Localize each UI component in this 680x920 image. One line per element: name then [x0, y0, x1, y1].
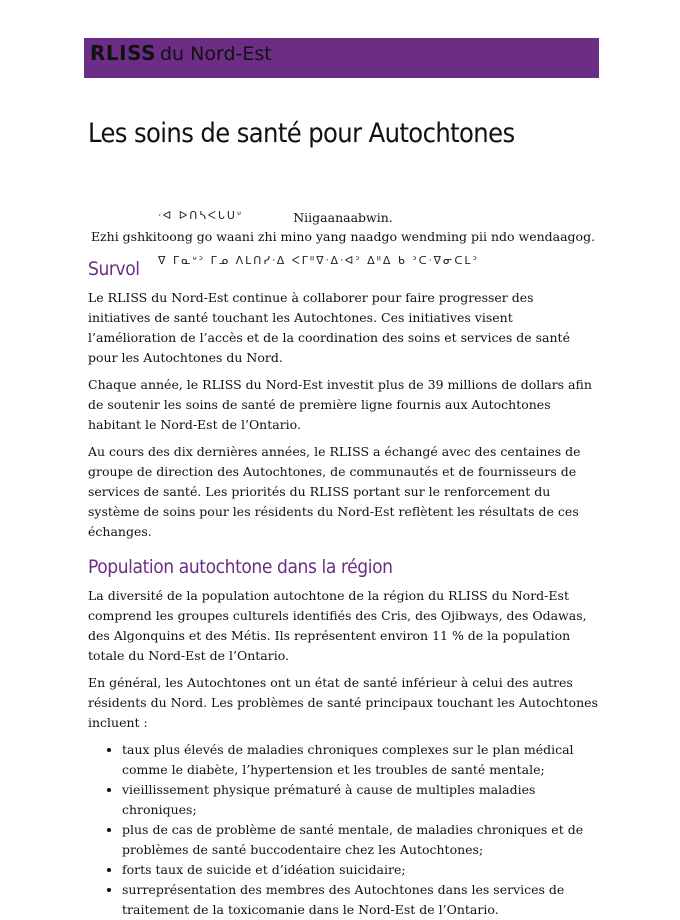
paragraph: Chaque année, le RLISS du Nord-Est investit plus de 39 millions de dollars afin de soutenir les soins de santé de première ligne fournis aux Autochtones habitant le Nord-Est de l’Ontario.: [88, 377, 592, 432]
paragraph: La diversité de la population autochtone de la région du RLISS du Nord-Est comprend les groupes culturels identifiés des Cris, des Ojibways, des Odawas, des Algonquins et des Métis. Ils représentent environ 11 % de la population totale du Nord-Est de l’Ontario.: [88, 588, 587, 663]
section-heading-overview: Survol: [88, 258, 140, 280]
region-name: du Nord-Est: [160, 43, 272, 65]
ojibwe-line-2: Ezhi gshkitoong go waani zhi mino yang naadgo wendming pii ndo wendaagog.: [90, 229, 596, 244]
section-heading-population: Population autochtone dans la région: [88, 556, 393, 578]
paragraph: Au cours des dix dernières années, le RLISS a échangé avec des centaines de groupe de direction des Autochtones, de communautés et de fournisseurs de services de santé. Les priorités du RLISS portant sur le renforcement du système de soins pour les résidents du Nord-Est reflètent les résultats de ces échanges.: [88, 444, 581, 539]
list-item: • surreprésentation des membres des Autochtones dans les services de traitement de la toxicomanie dans le Nord-Est de l’Ontario.: [122, 880, 598, 920]
ojibwe-block: [88, 208, 598, 246]
paragraph: En général, les Autochtones ont un état de santé inférieur à celui des autres résidents du Nord. Les problèmes de santé principaux touchant les Autochtones incluent :: [88, 675, 598, 730]
page-title: Les soins de santé pour Autochtones: [88, 118, 515, 149]
health-issues-list: [88, 740, 598, 920]
list-item: • taux plus élevés de maladies chroniques complexes sur le plan médical comme le diabète, l’hypertension et les troubles de santé mentale;: [122, 740, 598, 780]
list-item: • plus de cas de problème de santé mentale, de maladies chroniques et de problèmes de santé buccodentaire chez les Autochtones;: [122, 820, 598, 860]
main-content: [88, 256, 598, 920]
list-item: • vieillissement physique prématuré à cause de multiples maladies chroniques;: [122, 780, 598, 820]
paragraph: Le RLISS du Nord-Est continue à collaborer pour faire progresser des initiatives de santé touchant les Autochtones. Ces initiatives visent l’amélioration de l’accès et de la coordination des soins et services de santé pour les Autochtones du Nord.: [88, 290, 570, 365]
org-name: RLISS: [90, 41, 156, 65]
list-item: • forts taux de suicide et d’idéation suicidaire;: [122, 860, 598, 880]
header-banner: [84, 38, 599, 78]
syllabics-line-1: ᐧᐊ ᐅᑎᓴᐸᒐᑌᐡ: [158, 209, 244, 222]
syllabics-line-2: ᐁ ᒥᓇᐡᐣ ᒥᓄ ᐱᒪᑎᓯᐧᐃ ᐸᒥᐦᐁᐧᐃᐧᐊᐣ ᐃᐦᐃ ᑲ ᐣᑕᐧᐁᓂᑕᒪᐣ: [158, 254, 479, 267]
ojibwe-line-1: Niigaanaabwin.: [293, 210, 393, 225]
